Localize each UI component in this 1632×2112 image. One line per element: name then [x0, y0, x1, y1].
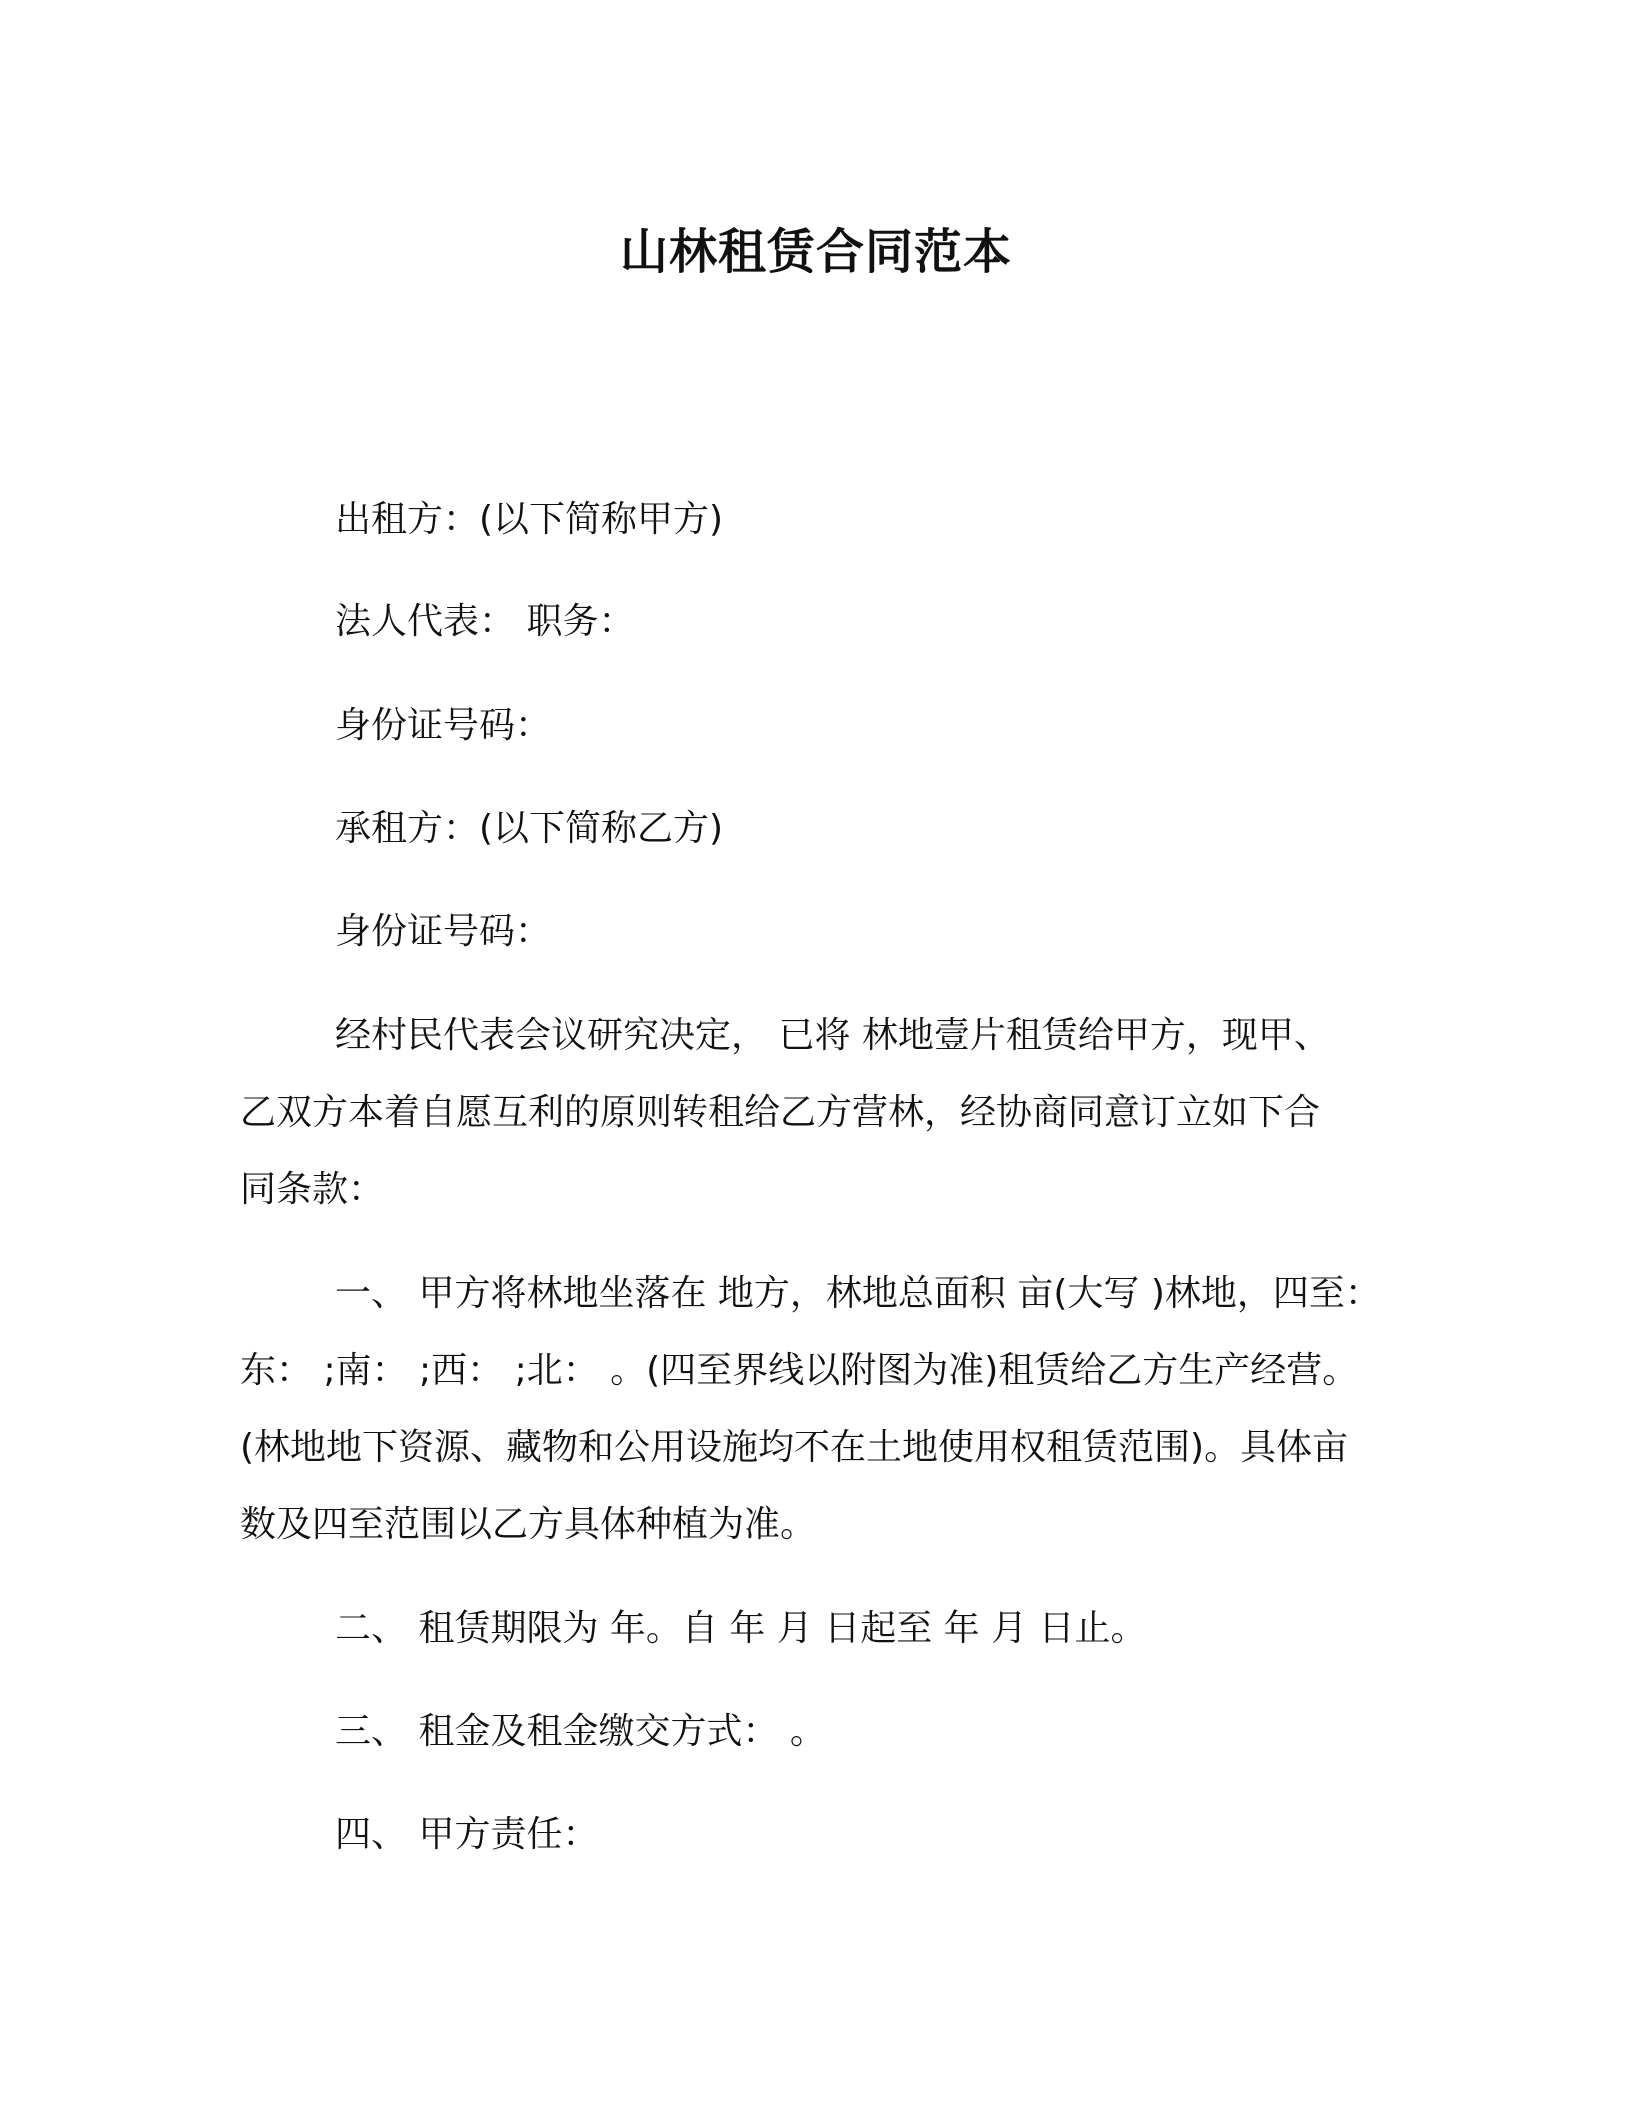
clause-3: 三、 租金及租金缴交方式： 。: [335, 1711, 826, 1752]
clause-4: 四、 甲方责任：: [335, 1814, 599, 1855]
intro-line-2: 乙双方本着自愿互利的原则转租给乙方营林，经协商同意订立如下合: [240, 1092, 1321, 1133]
clause-1-line-4: 数及四至范围以乙方具体种植为准。: [240, 1504, 817, 1545]
lessee-field: 承租方：(以下简称乙方): [335, 808, 724, 849]
lessor-field: 出租方：(以下简称甲方): [335, 499, 724, 540]
lessee-id-field: 身份证号码：: [335, 911, 552, 952]
intro-line-1: 经村民代表会议研究决定， 已将 林地壹片租赁给甲方，现甲、: [335, 1015, 1330, 1056]
clause-2: 二、 租赁期限为 年。自 年 月 日起至 年 月 日止。: [335, 1608, 1147, 1649]
clause-1-line-1: 一、 甲方将林地坐落在 地方，林地总面积 亩(大写 )林地，四至：: [335, 1273, 1381, 1314]
document-title: 山林租赁合同范本: [619, 224, 1012, 280]
legal-rep-field: 法人代表： 职务：: [335, 601, 635, 642]
lessor-id-field: 身份证号码：: [335, 705, 552, 746]
clause-1-line-3: (林地地下资源、藏物和公用设施均不在土地使用权租赁范围)。具体亩: [240, 1427, 1349, 1468]
clause-1-line-2: 东： ;南： ;西： ;北： 。(四至界线以附图为准)租赁给乙方生产经营。: [240, 1350, 1359, 1391]
intro-line-3: 同条款：: [240, 1169, 385, 1210]
